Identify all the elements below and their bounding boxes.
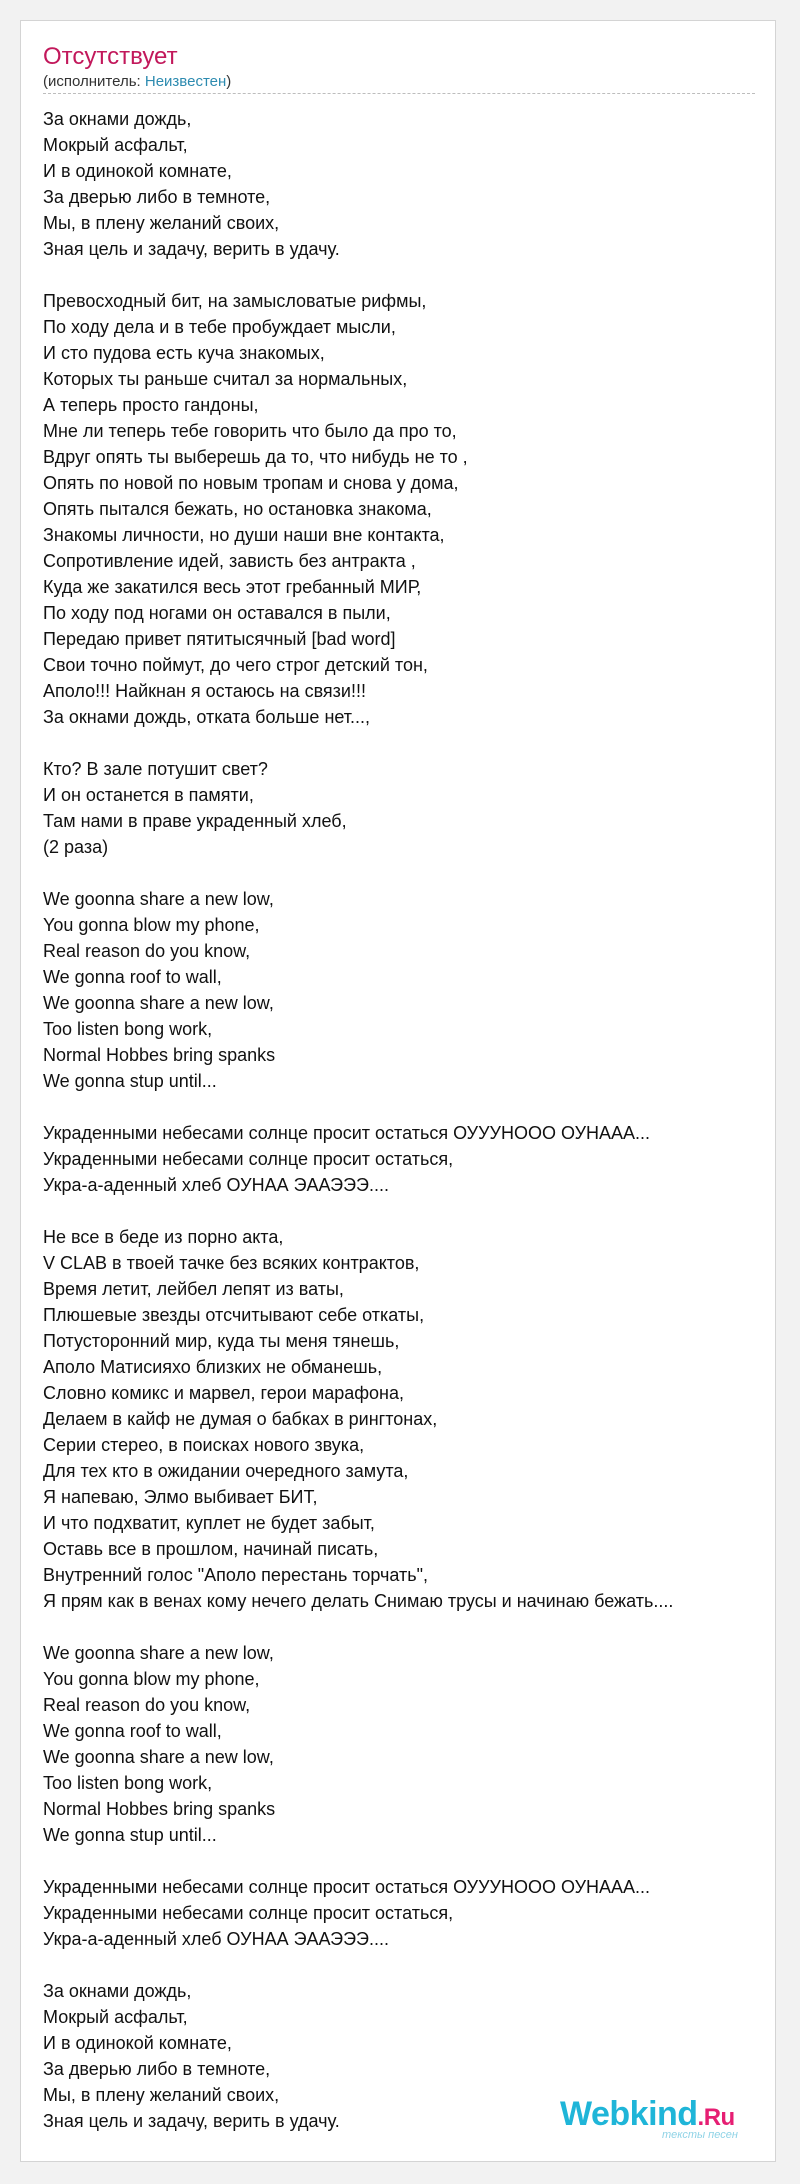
logo-brand: Webkind [560, 2095, 698, 2133]
lyric-line: Зная цель и задачу, верить в удачу. [43, 239, 340, 259]
artist-suffix: ) [226, 73, 232, 90]
lyric-line: We goonna share a new low, [43, 1747, 274, 1767]
lyric-line: По ходу под ногами он оставался в пыли, [43, 603, 391, 623]
lyric-line: We goonna share a new low, [43, 889, 274, 909]
lyric-line: Потусторонний мир, куда ты меня тянешь, [43, 1331, 400, 1351]
artist-link[interactable]: Неизвестен [144, 73, 227, 90]
lyric-line: Куда же закатился весь этот гребанный МИР, [43, 577, 422, 597]
lyrics-text [43, 106, 763, 2134]
lyric-line: Украденными небесами солнце просит остаться, [43, 1903, 454, 1923]
lyric-line: Аполо!!! Найкнан я остаюсь на связи!!! [43, 681, 366, 701]
lyric-line: Я прям как в венах кому нечего делать Снимаю трусы и начинаю бежать.... [43, 1591, 674, 1611]
lyric-line: Мы, в плену желаний своих, [43, 213, 280, 233]
lyric-line: И в одинокой комнате, [43, 161, 232, 181]
lyrics-card [20, 20, 776, 2162]
lyric-line: You gonna blow my phone, [43, 915, 260, 935]
lyric-blank-line [43, 1952, 763, 1978]
lyric-line: Аполо Матисияхо близких не обманешь, [43, 1357, 383, 1377]
artist-line [43, 72, 231, 92]
lyric-line: Мне ли теперь тебе говорить что было да про то, [43, 421, 457, 441]
lyric-line: Too listen bong work, [43, 1773, 213, 1793]
lyric-line: We goonna share a new low, [43, 993, 274, 1013]
lyric-line: We goonna share a new low, [43, 1643, 274, 1663]
lyric-line: Оставь все в прошлом, начинай писать, [43, 1539, 379, 1559]
lyric-line: Кто? В зале потушит свет? [43, 759, 268, 779]
lyric-line: Передаю привет пятитысячный [bad word] [43, 629, 396, 649]
lyric-line: Там нами в праве украденный хлеб, [43, 811, 347, 831]
lyric-line: Опять по новой по новым тропам и снова у дома, [43, 473, 459, 493]
lyric-line: Свои точно поймут, до чего строг детский тон, [43, 655, 428, 675]
logo-domain: .Ru [697, 2104, 735, 2131]
lyric-line: Украденными небесами солнце просит остаться ОУУУНООО ОУНААА... [43, 1123, 651, 1143]
lyric-line: We gonna stup until... [43, 1825, 217, 1845]
lyric-line: We gonna roof to wall, [43, 967, 222, 987]
lyric-line: Normal Hobbes bring spanks [43, 1045, 276, 1065]
lyric-line: V CLAB в твоей тачке без всяких контрактов, [43, 1253, 420, 1273]
lyric-line: И он останется в памяти, [43, 785, 254, 805]
lyric-line: Для тех кто в ожидании очередного замута, [43, 1461, 409, 1481]
logo-tagline: тексты песен [662, 2129, 738, 2141]
song-title: Отсутствует [43, 43, 178, 70]
lyric-line: И в одинокой комнате, [43, 2033, 232, 2053]
lyric-line: Делаем в кайф не думая о бабках в рингтонах, [43, 1409, 438, 1429]
lyric-line: Too listen bong work, [43, 1019, 213, 1039]
lyric-line: Зная цель и задачу, верить в удачу. [43, 2111, 340, 2131]
lyric-line: Которых ты раньше считал за нормальных, [43, 369, 408, 389]
lyric-line: Мокрый асфальт, [43, 2007, 188, 2027]
lyric-line: Знакомы личности, но души наши вне контакта, [43, 525, 445, 545]
title-separator [43, 93, 755, 94]
lyric-blank-line [43, 1614, 763, 1640]
lyric-line: Превосходный бит, на замысловатые рифмы, [43, 291, 427, 311]
lyric-line: За дверью либо в темноте, [43, 2059, 271, 2079]
lyric-blank-line [43, 262, 763, 288]
lyric-blank-line [43, 860, 763, 886]
lyric-line: И сто пудова есть куча знакомых, [43, 343, 325, 363]
lyric-line: Серии стерео, в поисках нового звука, [43, 1435, 365, 1455]
lyric-line: Real reason do you know, [43, 1695, 251, 1715]
lyric-blank-line [43, 1198, 763, 1224]
lyric-line: Словно комикс и марвел, герои марафона, [43, 1383, 404, 1403]
lyric-line: Мокрый асфальт, [43, 135, 188, 155]
lyric-line: Не все в беде из порно акта, [43, 1227, 284, 1247]
lyric-blank-line [43, 730, 763, 756]
lyric-line: Я напеваю, Элмо выбивает БИТ, [43, 1487, 318, 1507]
lyric-line: И что подхватит, куплет не будет забыт, [43, 1513, 375, 1533]
lyric-line: Украденными небесами солнце просит остаться, [43, 1149, 454, 1169]
lyric-line: Мы, в плену желаний своих, [43, 2085, 280, 2105]
lyric-blank-line [43, 1094, 763, 1120]
lyric-line: Real reason do you know, [43, 941, 251, 961]
lyric-line: За окнами дождь, [43, 1981, 192, 2001]
lyric-line: Вдруг опять ты выберешь да то, что нибудь не то , [43, 447, 468, 467]
lyric-line: За окнами дождь, [43, 109, 192, 129]
site-logo[interactable] [560, 2095, 760, 2145]
lyric-line: За дверью либо в темноте, [43, 187, 271, 207]
lyric-line: Опять пытался бежать, но остановка знакома, [43, 499, 432, 519]
lyric-blank-line [43, 1848, 763, 1874]
lyric-line: За окнами дождь, отката больше нет..., [43, 707, 371, 727]
lyric-line: Normal Hobbes bring spanks [43, 1799, 276, 1819]
lyric-line: Укра-а-аденный хлеб ОУНАА ЭААЭЭЭ.... [43, 1929, 389, 1949]
artist-prefix: (исполнитель: [43, 73, 145, 90]
lyric-line: (2 раза) [43, 837, 109, 857]
lyric-line: Украденными небесами солнце просит остаться ОУУУНООО ОУНААА... [43, 1877, 651, 1897]
lyric-line: We gonna stup until... [43, 1071, 217, 1091]
lyric-line: Укра-а-аденный хлеб ОУНАА ЭААЭЭЭ.... [43, 1175, 389, 1195]
lyric-line: Сопротивление идей, зависть без антракта , [43, 551, 416, 571]
lyric-line: По ходу дела и в тебе пробуждает мысли, [43, 317, 396, 337]
lyric-line: Плюшевые звезды отсчитывают себе откаты, [43, 1305, 425, 1325]
lyric-line: Время летит, лейбел лепят из ваты, [43, 1279, 344, 1299]
lyric-line: А теперь просто гандоны, [43, 395, 259, 415]
lyric-line: You gonna blow my phone, [43, 1669, 260, 1689]
lyric-line: We gonna roof to wall, [43, 1721, 222, 1741]
lyric-line: Внутренний голос "Аполо перестань торчать", [43, 1565, 429, 1585]
